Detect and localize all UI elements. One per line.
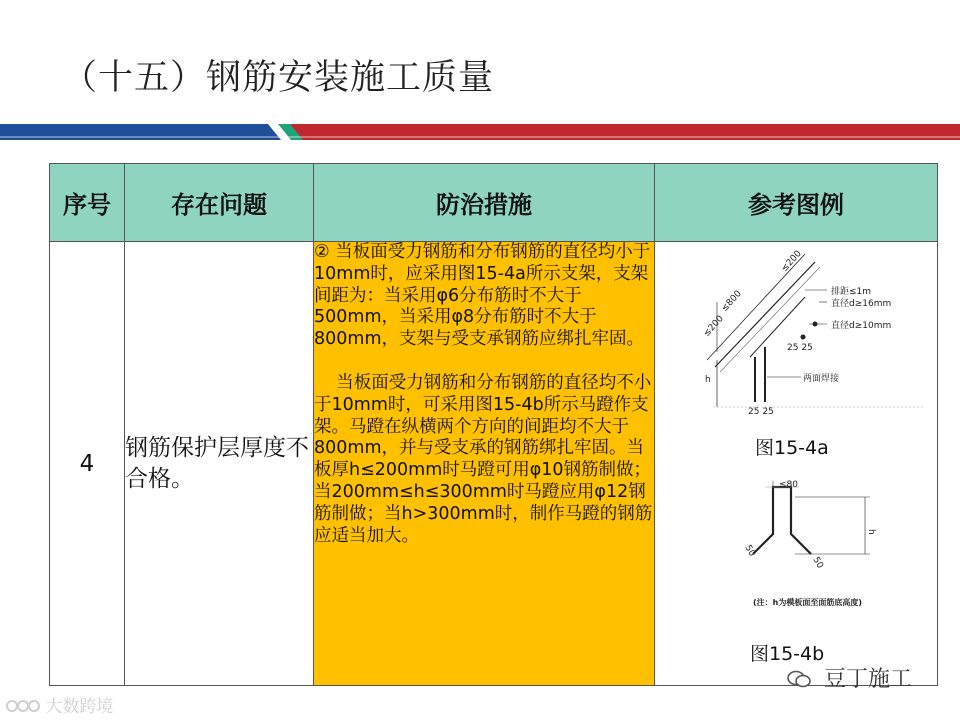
measure-paragraph-2: 当板面受力钢筋和分布钢筋的直径均不小于10mm时，可采用图15-4b所示马蹬作支架。马蹬在纵横两个方向的间距均不大于800mm，并与受支承的钢筋绑扎牢固。当板厚h≤200mm时马蹬可用φ10钢筋制做；当200mm≤h≤300mm时马蹬应用φ12钢筋制做；当h>300mm时，制作马蹬的钢筋应适当加大。 [314,372,653,546]
watermark-right [787,662,912,693]
row-measure [314,242,655,686]
fig-a-label-dia16: 直径d≥16mm [831,299,892,309]
fig-b-note: (注：h为模板面至面筋底高度) [753,598,863,607]
row-reference [655,242,938,686]
header-measure: 防治措施 [314,164,655,242]
fig-b-label-top: ≤80 [779,480,798,490]
fig-a-label-25b: 25 25 [748,407,774,417]
fig-a-label-spacing: 排距≤1m [831,287,872,297]
measure-paragraph-1: ② 当板面受力钢筋和分布钢筋的直径均小于10mm时，应采用图15-4a所示支架，支架间距为：当采用φ6分布筋时不大于500mm，当采用φ8分布筋时不大于800mm，支架与受支承钢筋应绑扎牢固。 [314,242,651,350]
header-reference: 参考图例 [655,164,938,242]
figure-15-4b [655,479,938,629]
fig-b-label-h: h [866,529,876,535]
header-row [50,164,938,242]
header-band [0,124,960,140]
fig-a-label-h: h [705,375,711,385]
fig-a-label-dia10: 直径d≥10mm [831,321,892,331]
brand-icon [6,698,40,714]
fig-b-caption: 图15-4b [750,643,825,665]
quality-table [49,163,938,686]
wechat-icon [787,669,811,687]
fig-b-label-50a: 50 [742,543,757,559]
row-num: 4 [50,242,125,686]
row-issue: 钢筋保护层厚度不合格。 [125,242,314,686]
fig-a-label-25a: 25 25 [787,343,813,353]
fig-a-label-weld: 两面焊接 [803,374,840,384]
figure-15-4a [655,242,938,442]
fig-a-label-200b: ≤200 [701,313,726,340]
header-num: 序号 [50,164,125,242]
table-row [50,242,938,686]
watermark-left [6,692,113,717]
fig-a-label-200a: ≤200 [779,248,804,275]
fig-a-caption: 图15-4a [755,437,829,459]
watermark-right-text: 豆丁施工 [824,667,913,692]
fig-b-label-50b: 50 [810,555,825,571]
watermark-left-text: 大数跨境 [45,697,114,717]
fig-a-label-800: ≤800 [719,288,744,315]
header-issue: 存在问题 [125,164,314,242]
page-title: （十五）钢筋安装施工质量 [62,58,495,98]
